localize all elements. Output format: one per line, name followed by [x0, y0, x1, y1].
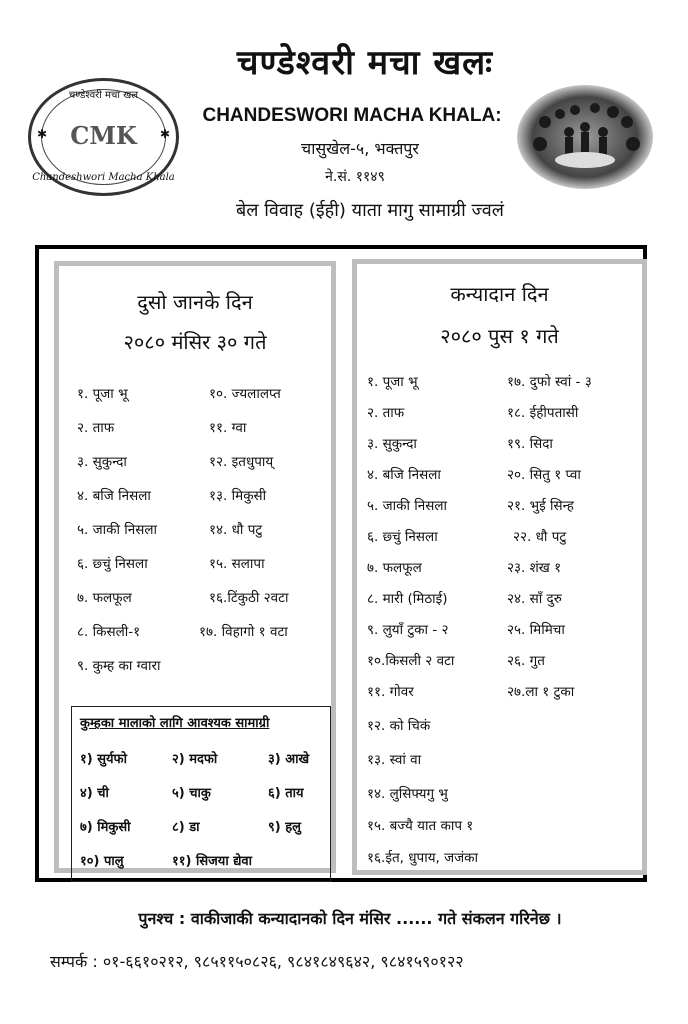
list-item: १६.टिंकुठी २वटा [209, 590, 289, 606]
list-item: २. ताफ [77, 420, 115, 436]
box-item: ८) डा [172, 820, 200, 835]
content-frame [35, 245, 647, 882]
list-item: ७. फलफूल [367, 560, 422, 576]
star-icon: ✱ [159, 127, 170, 141]
list-item: ३. सुकुन्दा [77, 454, 127, 470]
list-item: १३. मिकुसी [209, 488, 267, 504]
list-item: १. पूजा भू [367, 374, 418, 390]
box-item: १) सुर्यफो [80, 752, 127, 767]
right-panel-date: २०८० पुस १ गते [440, 324, 559, 348]
box-title: कुम्हका मालाको लागि आवश्यक सामाग्री [80, 716, 270, 731]
seal-bottom-text: Chandeshwori Macha Khala [32, 172, 175, 183]
list-item: १७. विहागो १ वटा [199, 624, 288, 640]
list-item: ५. जाकी निसला [77, 522, 158, 538]
left-panel-heading: दुसो जानके दिन [137, 290, 253, 314]
list-item: ११. गोवर [367, 684, 414, 700]
box-item: ९) हलु [268, 820, 301, 835]
list-item: १. पूजा भू [77, 386, 128, 402]
postscript-note: पुनश्च : वाकीजाकी कन्यादानको दिन मंसिर ...... गते संकलन गरिनेछ । [138, 909, 562, 928]
box-item: ११) सिजया द्येवा [172, 854, 253, 869]
left-panel-date: २०८० मंसिर ३० गते [123, 330, 267, 354]
list-item: २७.ला १ टुका [507, 684, 575, 700]
list-item: २२. धौ पटु [513, 529, 567, 545]
subtitle: बेल विवाह (ईही) याता मागु सामाग्री ज्वलं [236, 200, 504, 221]
address: चासुखेल-५, भक्तपुर [301, 139, 419, 158]
list-item: १८. ईहीपतासी [507, 405, 579, 421]
list-item: २४. साँ दुरु [507, 591, 562, 607]
list-item: ९. कुम्ह का ग्वारा [77, 658, 161, 674]
list-item: १२. इतधुपाय् [209, 454, 274, 470]
seal-top-text: चण्डेश्वरी मचा खल [68, 90, 139, 101]
list-item: १०. ज्यलालप्त [209, 386, 281, 402]
left-panel-dusho [54, 261, 336, 873]
list-item: ९. लुयाँ टुका - २ [367, 622, 449, 638]
list-item: २५. मिमिचा [507, 622, 565, 638]
list-item: २३. शंख १ [507, 560, 562, 576]
list-item: ४. बजि निसला [77, 488, 151, 504]
box-item: १०) पालु [80, 854, 124, 869]
list-item: ८. किसली-१ [77, 624, 141, 640]
list-item: १५. सलापा [209, 556, 265, 572]
list-item: ४. बजि निसला [367, 467, 441, 483]
box-item: ७) मिकुसी [80, 820, 131, 835]
list-item: १०.किसली २ वटा [367, 653, 455, 669]
star-icon: ✱ [37, 127, 48, 141]
list-item: २०. सितु १ प्वा [507, 467, 581, 483]
list-item: १४. लुसिफ्यगु भु [367, 786, 448, 802]
list-item: २. ताफ [367, 405, 405, 421]
right-panel-heading: कन्यादान दिन [450, 282, 549, 306]
contact-numbers: सम्पर्क : ०१-६६१०२१२, ९८५११५०८२६, ९८४१८४९६४२, ९८४१५९०१२२ [50, 952, 464, 971]
list-item: १५. बज्यै यात काप १ [367, 818, 474, 834]
list-item: ३. सुकुन्दा [367, 436, 417, 452]
list-item: १२. को चिकं [367, 718, 431, 734]
organization-seal [28, 78, 179, 196]
seal-monogram: CMK [70, 121, 137, 150]
box-item: ६) ताय [268, 786, 304, 801]
box-item: ३) आखे [268, 752, 310, 767]
list-item: १९. सिदा [507, 436, 553, 452]
list-item: १३. स्वां वा [367, 752, 422, 768]
kumha-mala-box [71, 706, 331, 882]
list-item: २६. गुत [507, 653, 545, 669]
list-item: ५. जाकी निसला [367, 498, 448, 514]
list-item: १७. दुफो स्वां - ३ [507, 374, 592, 390]
list-item: ८. मारी (मिठाई) [367, 591, 448, 607]
page-title: चण्डेश्वरी मचा खलः [236, 43, 494, 83]
list-item: १६.ईत, धुपाय, जजंका [367, 850, 479, 866]
english-title: CHANDESWORI MACHA KHALA: [202, 105, 502, 126]
box-item: ५) चाकु [172, 786, 211, 801]
nepal-sambat-year: ने.सं. ११४९ [325, 169, 385, 185]
right-panel-kanyadan [352, 259, 647, 875]
box-item: ४) ची [80, 786, 109, 801]
list-item: ११. ग्वा [209, 420, 247, 436]
ceremony-photo [515, 82, 655, 192]
list-item: ७. फलफूल [77, 590, 132, 606]
list-item: १४. धौ पटु [209, 522, 263, 538]
list-item: ६. छ्चुं निसला [77, 556, 148, 572]
list-item: ६. छ्चुं निसला [367, 529, 438, 545]
box-item: २) मदफो [172, 752, 218, 767]
list-item: २१. भुई सिन्ह [507, 498, 574, 514]
